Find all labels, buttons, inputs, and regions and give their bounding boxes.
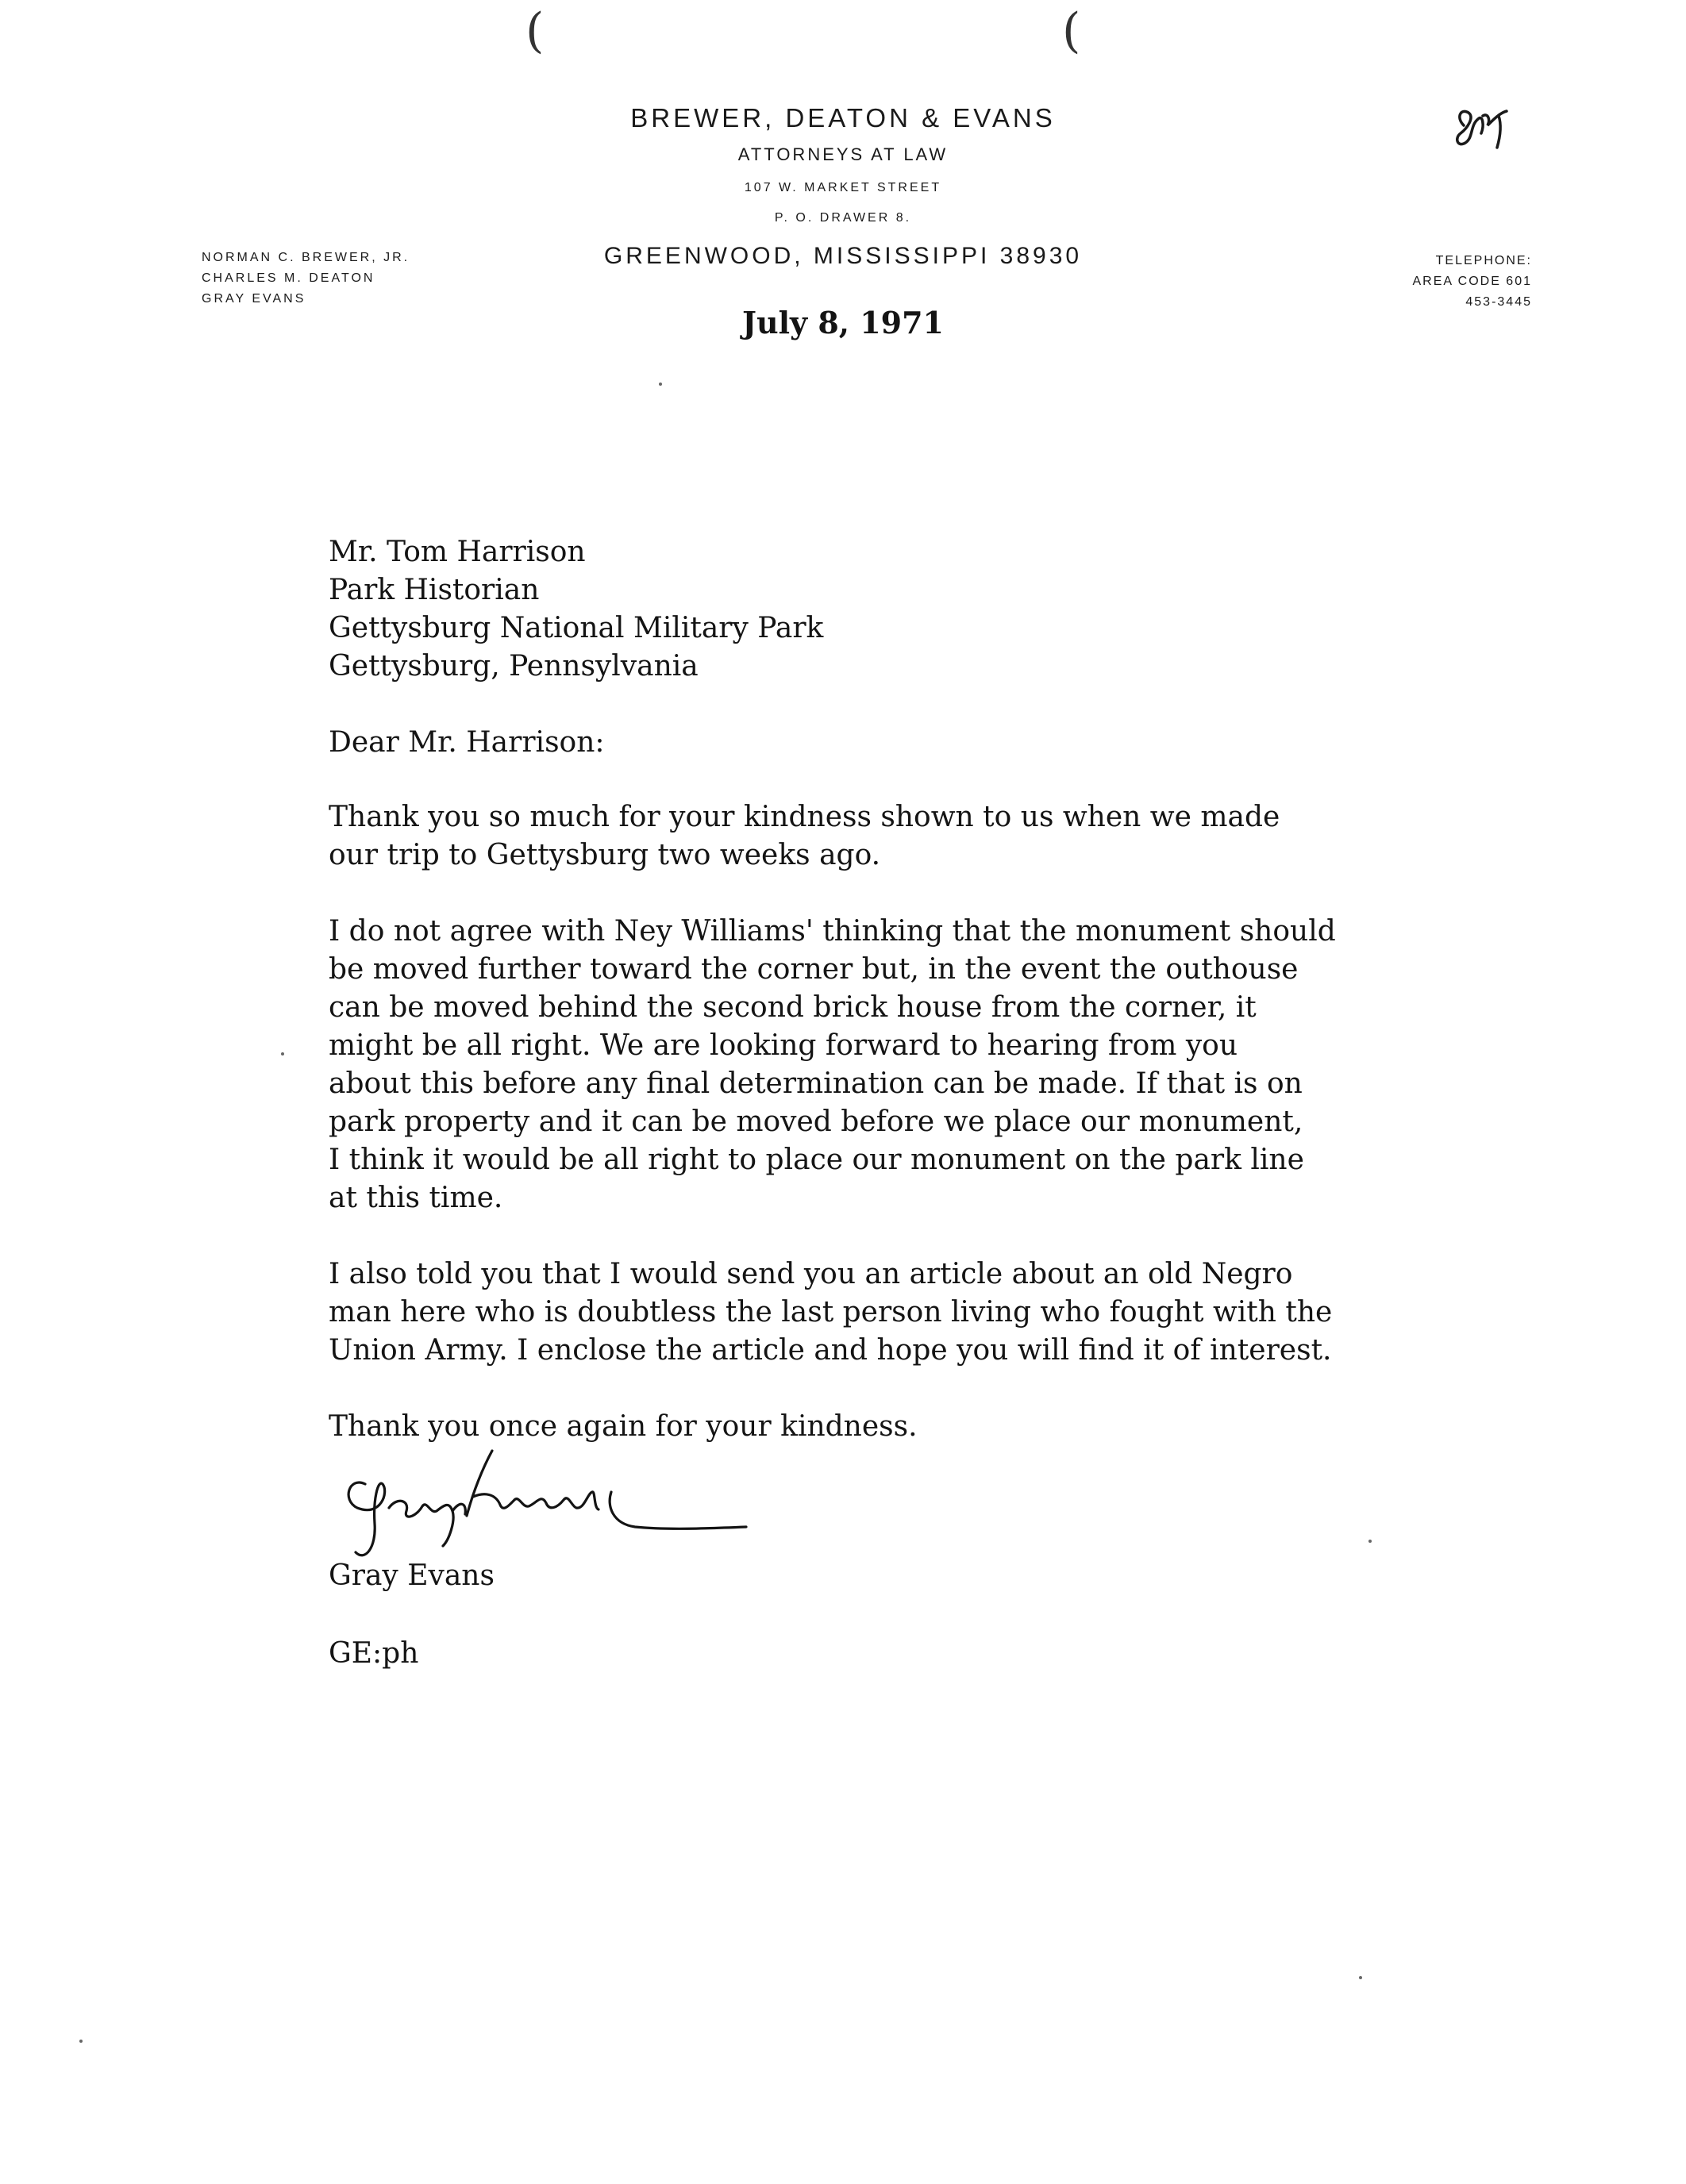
letter-date: July 8, 1971 [741,305,944,340]
telephone-label: TELEPHONE: [1435,254,1532,267]
paragraph-line: man here who is doubtless the last person living who fought with the [329,1296,1333,1328]
partner-list [202,248,410,310]
telephone-area: AREA CODE 601 [1412,275,1532,288]
scan-speck [79,2040,83,2043]
typist-initials: GE:ph [329,1637,419,1670]
salutation: Dear Mr. Harrison: [329,726,605,759]
recipient-line: Park Historian [329,574,540,606]
paragraph-line: I do not agree with Ney Williams' thinking that the monument should [329,915,1336,948]
firm-street: 107 W. MARKET STREET [744,181,942,194]
firm-name: BREWER, DEATON & EVANS [630,103,1056,133]
recipient-line: Mr. Tom Harrison [329,536,586,568]
scan-speck [659,383,662,386]
scan-speck [1368,1540,1372,1543]
firm-drawer: P. O. DRAWER 8. [774,211,912,225]
partner-name: NORMAN C. BREWER, JR. [202,251,410,264]
handwritten-monogram [1449,102,1521,157]
paragraph [329,913,1519,1217]
scan-speck [281,1052,284,1055]
firm-subtitle: ATTORNEYS AT LAW [737,144,949,164]
signer-name: Gray Evans [329,1559,495,1592]
paragraph-line: park property and it can be moved before we place our monument, [329,1105,1303,1138]
paragraph-line: I also told you that I would send you an article about an old Negro [329,1258,1293,1290]
recipient-address [329,533,823,686]
paragraph-line: I think it would be all right to place our monument on the park line [329,1144,1304,1176]
paragraph-line: our trip to Gettysburg two weeks ago. [329,839,881,871]
recipient-line: Gettysburg, Pennsylvania [329,650,699,682]
paragraph-line: at this time. [329,1182,503,1214]
handwritten-signature [333,1444,762,1563]
paragraph-line: about this before any final determination can be made. If that is on [329,1067,1303,1100]
paragraph-line: might be all right. We are looking forward to hearing from you [329,1029,1238,1062]
paragraph [329,1255,1519,1370]
recipient-line: Gettysburg National Military Park [329,612,824,644]
partner-name: GRAY EVANS [202,292,306,306]
firm-city: GREENWOOD, MISSISSIPPI 38930 [603,243,1083,269]
telephone-number: 453-3445 [1465,295,1532,309]
scan-speck [1359,1976,1362,1979]
paragraph [329,798,1519,875]
scan-mark: ( [1062,3,1081,59]
closing-line: Thank you once again for your kindness. [329,1410,918,1443]
paragraph-line: be moved further toward the corner but, in the event the outhouse [329,953,1299,986]
paragraph-line: can be moved behind the second brick house from the corner, it [329,991,1257,1024]
paragraph-line: Thank you so much for your kindness shown to us when we made [329,801,1280,833]
scan-mark: ( [525,3,545,59]
telephone-block [1318,251,1532,313]
partner-name: CHARLES M. DEATON [202,271,375,285]
paragraph-line: Union Army. I enclose the article and hope you will find it of interest. [329,1334,1332,1367]
